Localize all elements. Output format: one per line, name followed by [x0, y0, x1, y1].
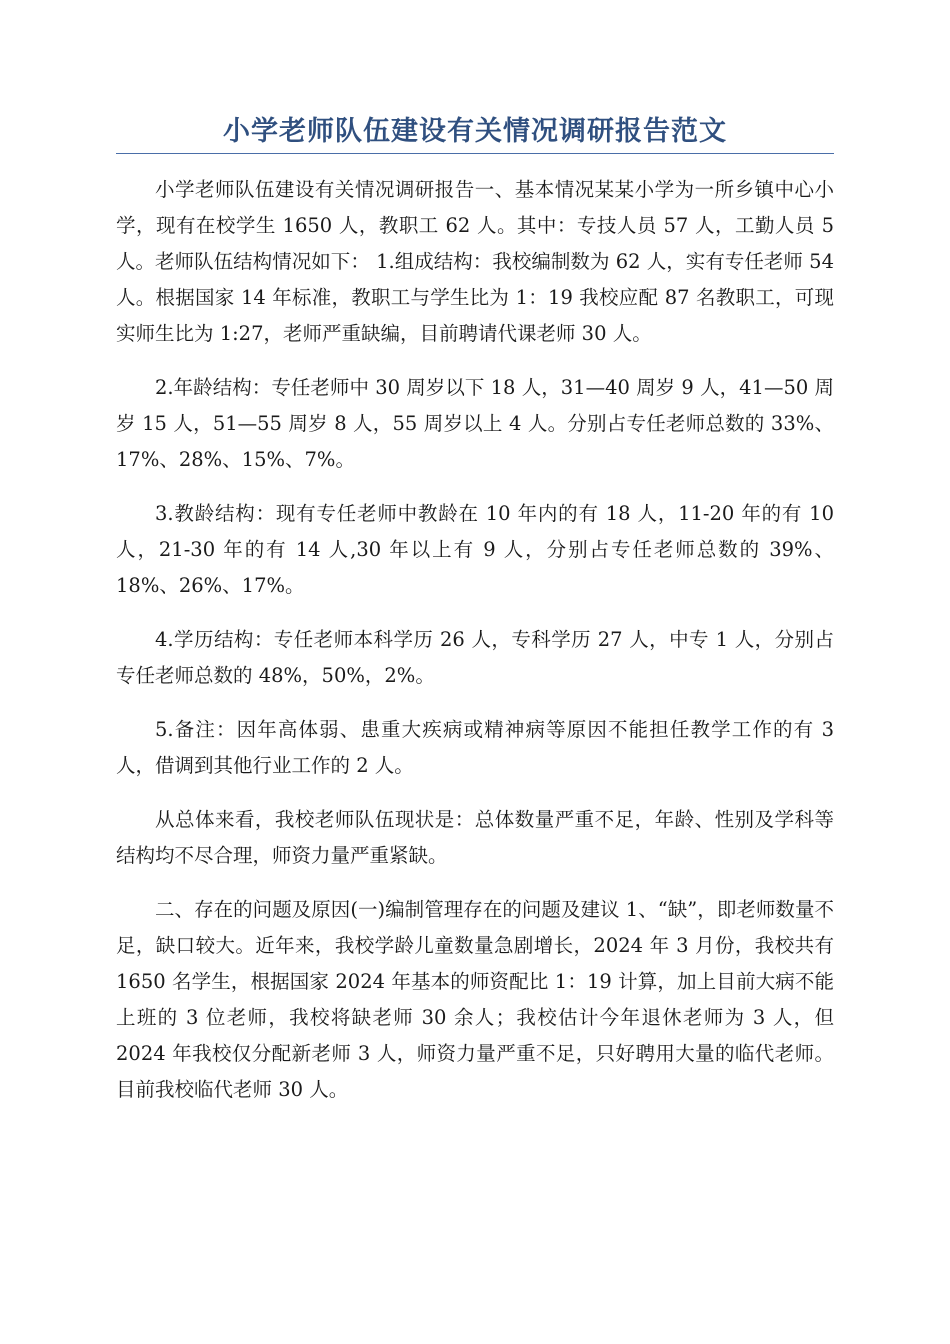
paragraph-remarks: 5.备注：因年高体弱、患重大疾病或精神病等原因不能担任教学工作的有 3 人，借调到其他行业工作的 2 人。 — [116, 718, 834, 777]
paragraph-education: 4.学历结构：专任老师本科学历 26 人，专科学历 27 人，中专 1 人，分别占专任老师总数的 48%，50%，2%。 — [116, 628, 834, 687]
paragraph-summary: 从总体来看，我校老师队伍现状是：总体数量严重不足，年龄、性别及学科等结构均不尽合理，师资力量严重紧缺。 — [116, 808, 834, 867]
document-body — [116, 172, 834, 1126]
paragraph-problems: 二、存在的问题及原因(一)编制管理存在的问题及建议 1、“缺”，即老师数量不足，缺口较大。近年来，我校学龄儿童数量急剧增长，2024 年 3 月份，我校共有 1650 名学生，根据国家 2024 年基本的师资配比 1：19 计算，加上目前大病不能上班的 3 位老师，我校将缺老师 30 余人；我校估计今年退休老师为 3 人，但 2024 年我校仅分配新老师 3 人，师资力量严重不足，只好聘用大量的临代老师。目前我校临代老师 30 人。 — [116, 898, 834, 1101]
title-underline — [116, 153, 834, 154]
document-title: 小学老师队伍建设有关情况调研报告范文 — [223, 116, 727, 147]
paragraph-teaching-years: 3.教龄结构：现有专任老师中教龄在 10 年内的有 18 人，11-20 年的有 10 人，21-30 年的有 14 人,30 年以上有 9 人，分别占专任老师总数的 39%、18%、26%、17%。 — [116, 502, 834, 597]
paragraph-basic-info: 小学老师队伍建设有关情况调研报告一、基本情况某某小学为一所乡镇中心小学，现有在校学生 1650 人，教职工 62 人。其中：专技人员 57 人，工勤人员 5 人。老师队伍结构情况如下： 1.组成结构：我校编制数为 62 人，实有专任老师 54 人。根据国家 14 年标准，教职工与学生比为 1：19 我校应配 87 名教职工，可现实师生比为 1:27，老师严重缺编，目前聘请代课老师 30 人。 — [116, 178, 834, 345]
paragraph-age-structure: 2.年龄结构：专任老师中 30 周岁以下 18 人，31—40 周岁 9 人，41—50 周岁 15 人，51—55 周岁 8 人，55 周岁以上 4 人。分别占专任老师总数的 33%、17%、28%、15%、7%。 — [116, 376, 834, 471]
